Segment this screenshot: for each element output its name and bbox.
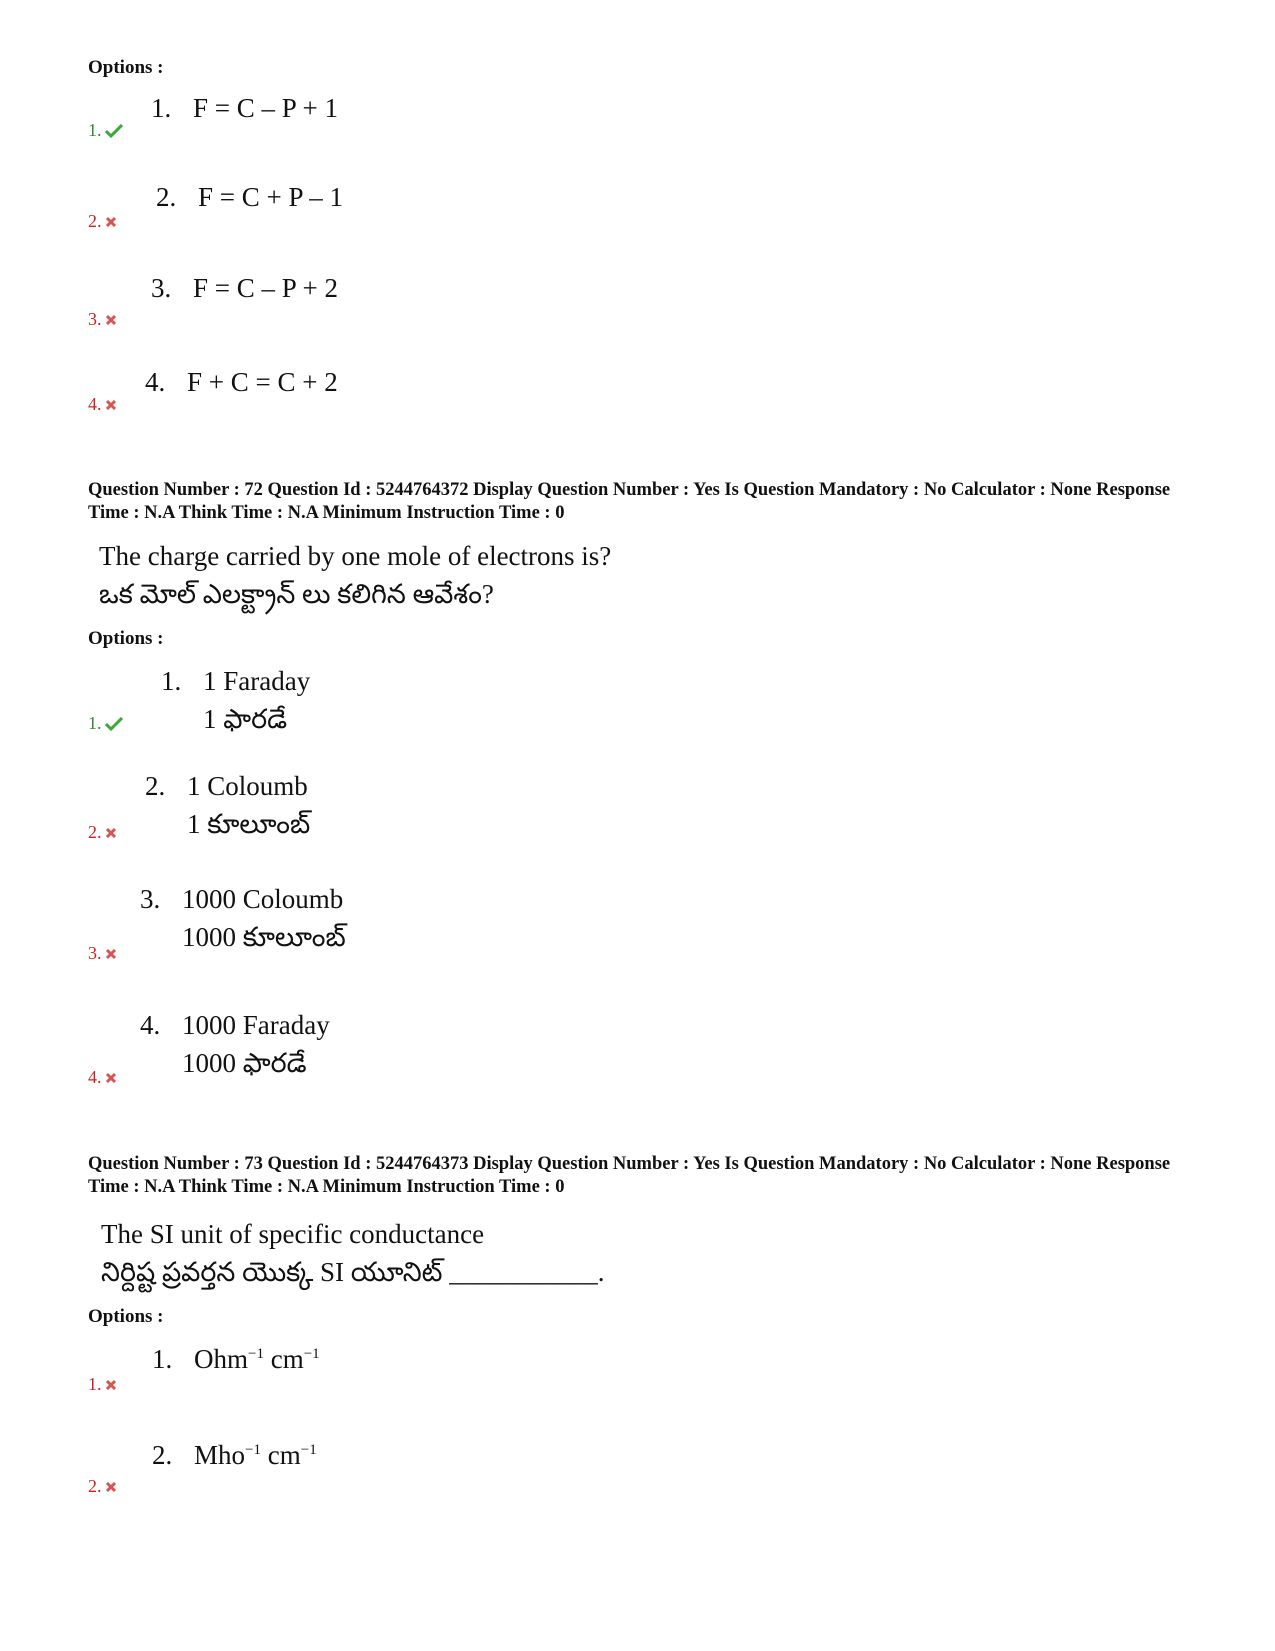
question-meta: Question Number : 73 Question Id : 5244764373 Display Question Number : Yes Is Question Mandatory : No Calculator : None Response Time : N.A Think Time : N.A Minimum Instruction Time : 0	[88, 1154, 1171, 1197]
cross-icon	[105, 948, 117, 960]
cross-icon	[105, 1072, 117, 1084]
question-meta: Question Number : 72 Question Id : 5244764372 Display Question Number : Yes Is Question Mandatory : No Calculator : None Response Time : N.A Think Time : N.A Minimum Instruction Time : 0	[88, 480, 1171, 523]
option-marker: 4.	[88, 394, 117, 415]
option-marker: 1.	[88, 713, 123, 734]
option-marker: 4.	[88, 1067, 117, 1088]
option-text: 4. 1000 Faraday 1000 ఫారడే	[140, 1010, 330, 1078]
cross-icon	[105, 1481, 117, 1493]
options-label: Options :	[88, 1306, 164, 1327]
option-marker: 1.	[88, 120, 123, 141]
check-icon	[105, 124, 123, 138]
cross-icon	[105, 1379, 117, 1391]
option-text: 1. Ohm$^{-1}$ $cm^{-1}$	[152, 1344, 320, 1374]
option-text: 1. 1 Faraday 1 ఫారడే	[161, 666, 311, 734]
option-marker: 2.	[88, 1476, 117, 1497]
option-text: 2. F = C + P – 1	[156, 182, 343, 212]
option-marker: 1.	[88, 1374, 117, 1395]
option-marker: 3.	[88, 943, 117, 964]
option-text: 2. 1 Coloumb 1 కూలూంబ్	[145, 771, 311, 839]
option-text: 2. Mho$^{-1}$ $cm^{-1}$	[152, 1440, 317, 1470]
option-text: 3. 1000 Coloumb 1000 కూలూంబ్	[140, 884, 346, 952]
question-text-en: The charge carried by one mole of electrons is?	[99, 541, 612, 571]
check-icon	[105, 717, 123, 731]
options-label: Options :	[88, 57, 164, 78]
cross-icon	[105, 827, 117, 839]
question-text-en: The SI unit of specific conductance	[101, 1219, 485, 1249]
question-text-te: ఒక మోల్ ఎలక్ట్రాన్ లు కలిగిన ఆవేశం?	[99, 579, 494, 609]
option-marker: 2.	[88, 822, 117, 843]
cross-icon	[105, 216, 117, 228]
option-text: 3. F = C – P + 2	[151, 273, 338, 303]
option-text: 1. F = C – P + 1	[151, 93, 338, 123]
option-text: 4. F + C = C + 2	[145, 367, 338, 397]
option-marker: 2.	[88, 211, 117, 232]
options-label: Options :	[88, 628, 164, 649]
question-text-te: నిర్దిష్ట ప్రవర్తన యొక్క SI యూనిట్ ___________.	[101, 1257, 605, 1287]
cross-icon	[105, 399, 117, 411]
cross-icon	[105, 314, 117, 326]
option-marker: 3.	[88, 309, 117, 330]
